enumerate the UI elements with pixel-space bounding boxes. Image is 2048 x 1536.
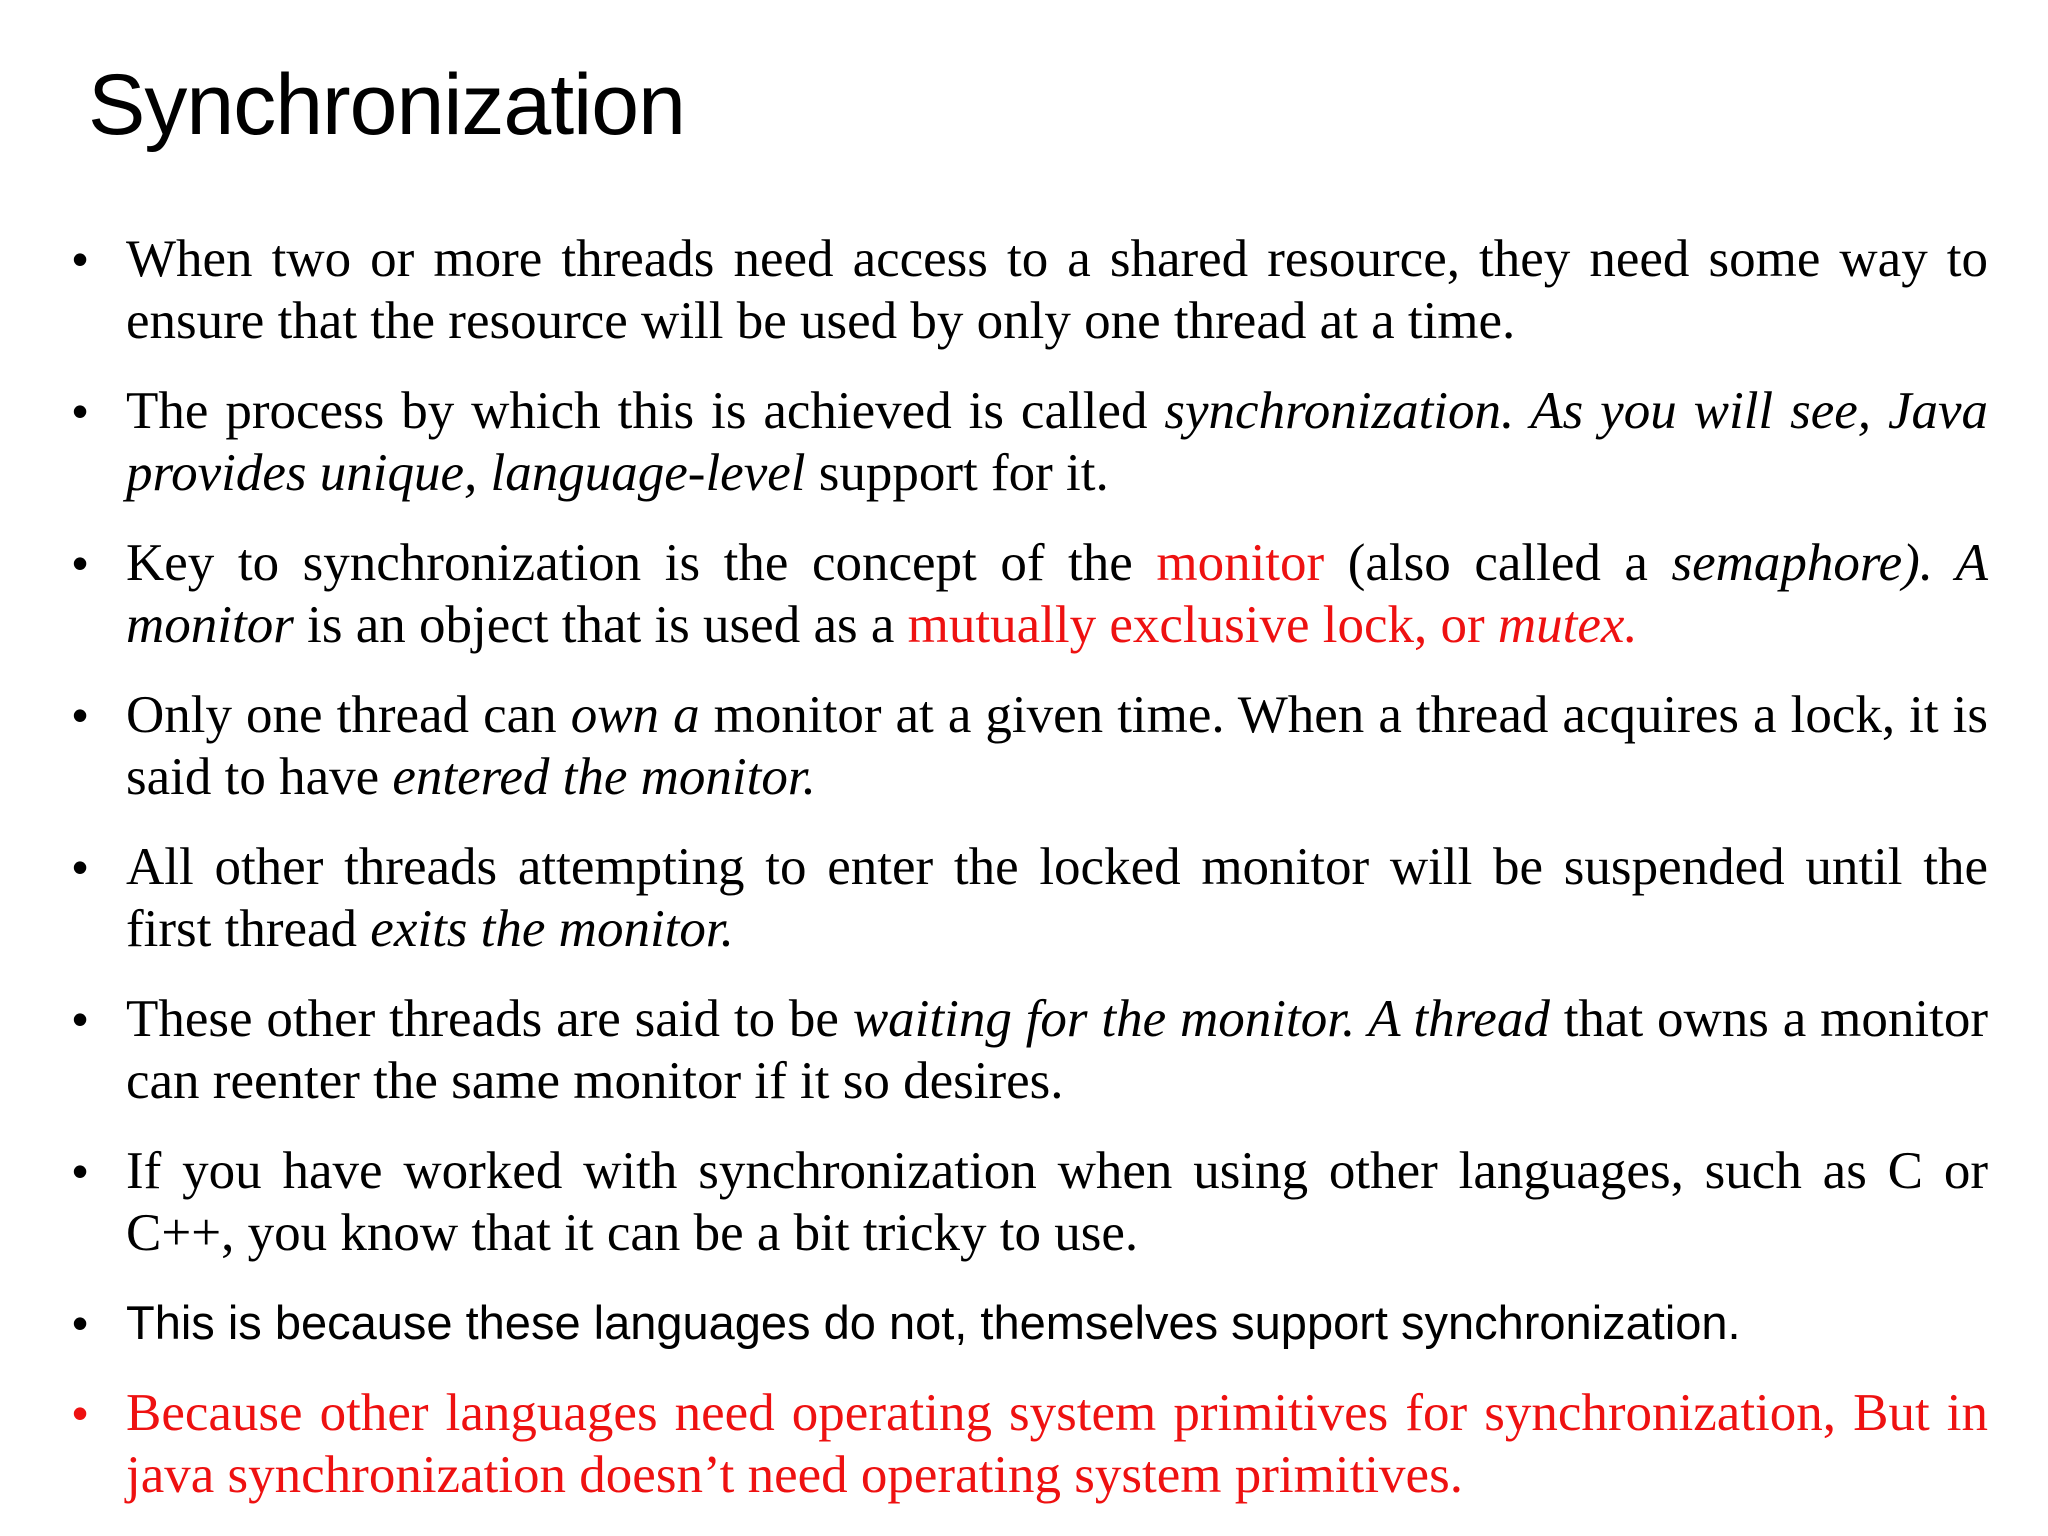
bullet-item [68,1292,1988,1354]
bullet-text-segment: mutually exclusive lock, or [907,596,1498,654]
bullet-item [68,988,1988,1112]
slide-title: Synchronization [88,57,685,153]
bullet-list [68,228,1988,1534]
bullet-text-segment: that owns a monitor can reenter the same monitor if it so desires. [126,990,1988,1110]
bullet-text-segment: This is because these languages do not, themselves support synchronization. [126,1296,1741,1349]
bullet-item [68,228,1988,352]
bullet-text-segment: monitor at a given time. When a thread acquires a lock, it is said to have [126,686,1988,806]
bullet-item [68,684,1988,808]
bullet-item [68,836,1988,960]
bullet-text-segment: mutex. [1497,596,1638,654]
bullet-text-segment: own a [570,686,700,744]
bullet-text-segment: waiting for the monitor. A thread [852,990,1550,1048]
bullet-marker: • [72,993,89,1045]
bullet-marker: • [72,1145,89,1197]
bullet-item [68,380,1988,504]
bullet-item [68,1382,1988,1506]
bullet-text-segment: Key to synchronization is the concept of the [126,534,1157,592]
bullet-text-segment: monitor [1156,534,1325,592]
bullet-text-segment: When two or more threads need access to a shared resource, they need some way to ensure that the resource will be used by only one thread at a time. [126,230,1988,350]
bullet-item [68,532,1988,656]
bullet-text-segment: entered the monitor. [392,748,816,806]
bullet-marker: • [72,1297,89,1349]
bullet-text-segment: Because other languages need operating system primitives for synchronization, But in java synchronization doesn’t need operating system primitives. [126,1384,1988,1504]
bullet-text-segment: The process by which this is achieved is called [126,382,1165,440]
bullet-marker: • [72,689,89,741]
bullet-marker: • [72,1387,89,1439]
bullet-item [68,1140,1988,1264]
bullet-marker: • [72,233,89,285]
bullet-text-segment: synchronization. As you will see, Java provides unique, language-level [126,382,1988,502]
bullet-text-segment: semaphore). A monitor [126,534,1988,654]
bullet-text-segment: If you have worked with synchronization when using other languages, such as C or C++, you know that it can be a bit tricky to use. [126,1142,1988,1262]
bullet-text-segment: (also called a [1324,534,1672,592]
bullet-text-segment: support for it. [805,444,1109,502]
bullet-marker: • [72,537,89,589]
bullet-marker: • [72,841,89,893]
bullet-text-segment: Only one thread can [126,686,571,744]
bullet-text-segment: is an object that is used as a [293,596,908,654]
bullet-text-segment: All other threads attempting to enter the locked monitor will be suspended until the first thread [126,838,1988,958]
bullet-text-segment: These other threads are said to be [126,990,853,1048]
bullet-marker: • [72,385,89,437]
bullet-text-segment: exits the monitor. [370,900,734,958]
